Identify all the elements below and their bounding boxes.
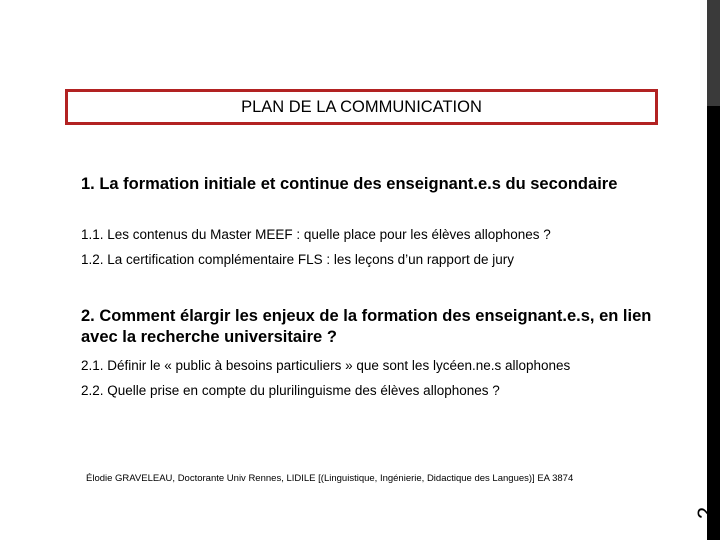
footer-credit: Élodie GRAVELEAU, Doctorante Univ Rennes, LIDILE [(Linguistique, Ingénierie, Didactique des Langues)] EA 3874 [86, 473, 574, 484]
slide-title: PLAN DE LA COMMUNICATION [241, 97, 482, 116]
section-2-heading: 2. Comment élargir les enjeux de la formation des enseignant.e.s, en lien avec la recherche universitaire ? [81, 307, 652, 346]
section-1-heading: 1. La formation initiale et continue des enseignant.e.s du secondaire [81, 175, 618, 193]
slide-title-box [65, 89, 658, 125]
section-1-item-2: 1.2. La certification complémentaire FLS : les leçons d’un rapport de jury [81, 252, 514, 267]
page-number: 2 [693, 506, 718, 520]
section-2-item-2: 2.2. Quelle prise en compte du plurilinguisme des élèves allophones ? [81, 383, 500, 398]
section-2-item-1: 2.1. Définir le « public à besoins particuliers » que sont les lycéen.ne.s allophones [81, 358, 571, 373]
side-bar-top [707, 0, 720, 106]
section-1-item-1: 1.1. Les contenus du Master MEEF : quelle place pour les élèves allophones ? [81, 227, 551, 242]
